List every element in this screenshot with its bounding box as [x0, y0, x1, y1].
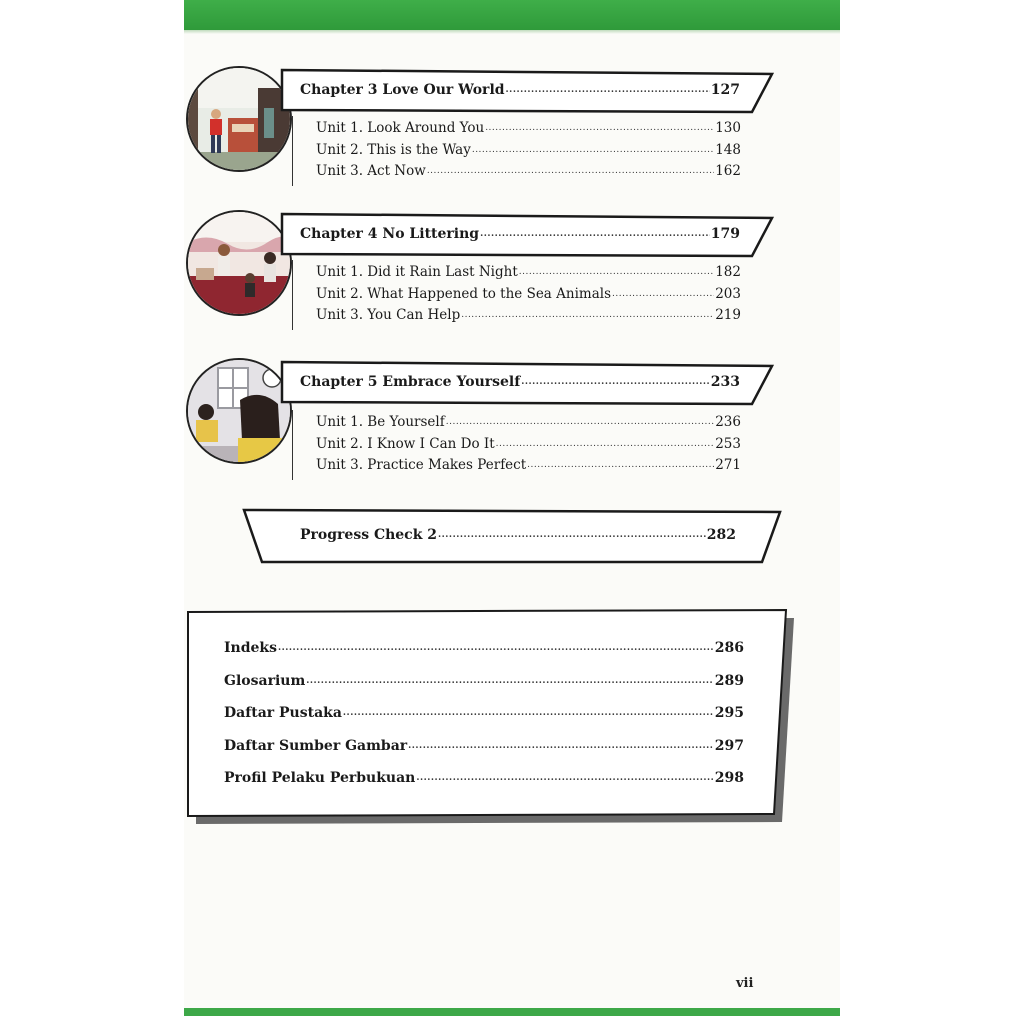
unit-page-number: 236	[715, 414, 741, 430]
chapter-title: Chapter 3 Love Our World	[300, 82, 505, 98]
dot-leader	[446, 417, 714, 427]
dot-leader	[485, 123, 714, 133]
back-matter-page-number: 286	[714, 640, 744, 656]
list-item	[224, 770, 744, 803]
chapter-3-banner	[274, 68, 774, 114]
unit-list	[316, 120, 741, 185]
progress-check-page-number: 282	[706, 527, 736, 543]
dot-leader	[480, 229, 710, 239]
list-item	[316, 436, 741, 458]
unit-label: Unit 2. This is the Way	[316, 141, 471, 158]
back-matter-list	[224, 640, 744, 803]
chapter-page-number: 179	[710, 226, 740, 242]
dot-leader	[521, 377, 710, 387]
list-item	[224, 673, 744, 706]
bottom-green-band	[184, 1008, 840, 1016]
dot-leader	[506, 85, 710, 95]
unit-list-rule	[292, 116, 293, 186]
back-matter-page-number: 297	[714, 737, 744, 754]
dot-leader	[527, 460, 714, 470]
back-matter-label: Glosarium	[224, 672, 306, 689]
list-item	[316, 457, 741, 479]
book-page	[184, 0, 840, 1024]
dot-leader	[496, 439, 715, 449]
dot-leader	[306, 676, 714, 686]
unit-page-number: 253	[715, 435, 741, 452]
list-item	[316, 414, 741, 436]
chapter-page-number: 233	[710, 374, 740, 390]
dot-leader	[343, 708, 714, 718]
chapter-5-banner	[274, 360, 774, 406]
dot-leader	[427, 166, 714, 176]
unit-label: Unit 3. Practice Makes Perfect	[316, 457, 527, 473]
unit-page-number: 148	[715, 141, 741, 158]
bottom-margin	[184, 1016, 840, 1024]
back-matter-label: Daftar Pustaka	[224, 705, 342, 721]
unit-page-number: 219	[715, 307, 741, 323]
list-item	[224, 738, 744, 771]
unit-label: Unit 1. Look Around You	[316, 120, 485, 136]
back-matter-label: Indeks	[224, 640, 278, 656]
unit-page-number: 182	[715, 264, 741, 280]
dot-leader	[278, 643, 714, 653]
unit-page-number: 130	[715, 120, 741, 136]
unit-list	[316, 414, 741, 479]
list-item	[316, 264, 741, 286]
unit-list-rule	[292, 410, 293, 480]
list-item	[316, 163, 741, 185]
list-item	[316, 120, 741, 142]
unit-list	[316, 264, 741, 329]
list-item	[224, 705, 744, 738]
dot-leader	[519, 267, 714, 277]
back-matter-label: Profil Pelaku Perbukuan	[224, 770, 416, 786]
chapter-4-banner	[274, 212, 774, 258]
dot-leader	[416, 773, 713, 783]
unit-page-number: 162	[715, 163, 741, 179]
back-matter-page-number: 295	[714, 705, 744, 721]
unit-label: Unit 2. I Know I Can Do It	[316, 435, 495, 452]
unit-page-number: 271	[715, 457, 741, 473]
unit-list-rule	[292, 260, 293, 330]
back-matter-label: Daftar Sumber Gambar	[224, 737, 408, 754]
back-matter-box	[186, 608, 796, 826]
list-item	[316, 307, 741, 329]
progress-check-label: Progress Check 2	[300, 527, 438, 543]
unit-label: Unit 1. Did it Rain Last Night	[316, 264, 518, 280]
unit-label: Unit 1. Be Yourself	[316, 414, 445, 430]
unit-page-number: 203	[715, 285, 741, 302]
dot-leader	[438, 530, 706, 540]
footer-page-number: vii	[736, 976, 754, 991]
dot-leader	[472, 145, 714, 155]
back-matter-page-number: 298	[714, 770, 744, 786]
dot-leader	[461, 310, 714, 320]
dot-leader	[408, 741, 714, 751]
back-matter-page-number: 289	[714, 672, 744, 689]
progress-check-banner	[242, 508, 782, 564]
unit-label: Unit 3. You Can Help	[316, 307, 461, 323]
list-item	[316, 286, 741, 308]
chapter-title: Chapter 5 Embrace Yourself	[300, 374, 521, 390]
chapter-page-number: 127	[710, 82, 740, 98]
unit-label: Unit 3. Act Now	[316, 163, 426, 179]
list-item	[224, 640, 744, 673]
unit-label: Unit 2. What Happened to the Sea Animals	[316, 285, 612, 302]
top-green-band	[184, 0, 840, 30]
dot-leader	[612, 289, 714, 299]
list-item	[316, 142, 741, 164]
chapter-title: Chapter 4 No Littering	[300, 226, 480, 242]
